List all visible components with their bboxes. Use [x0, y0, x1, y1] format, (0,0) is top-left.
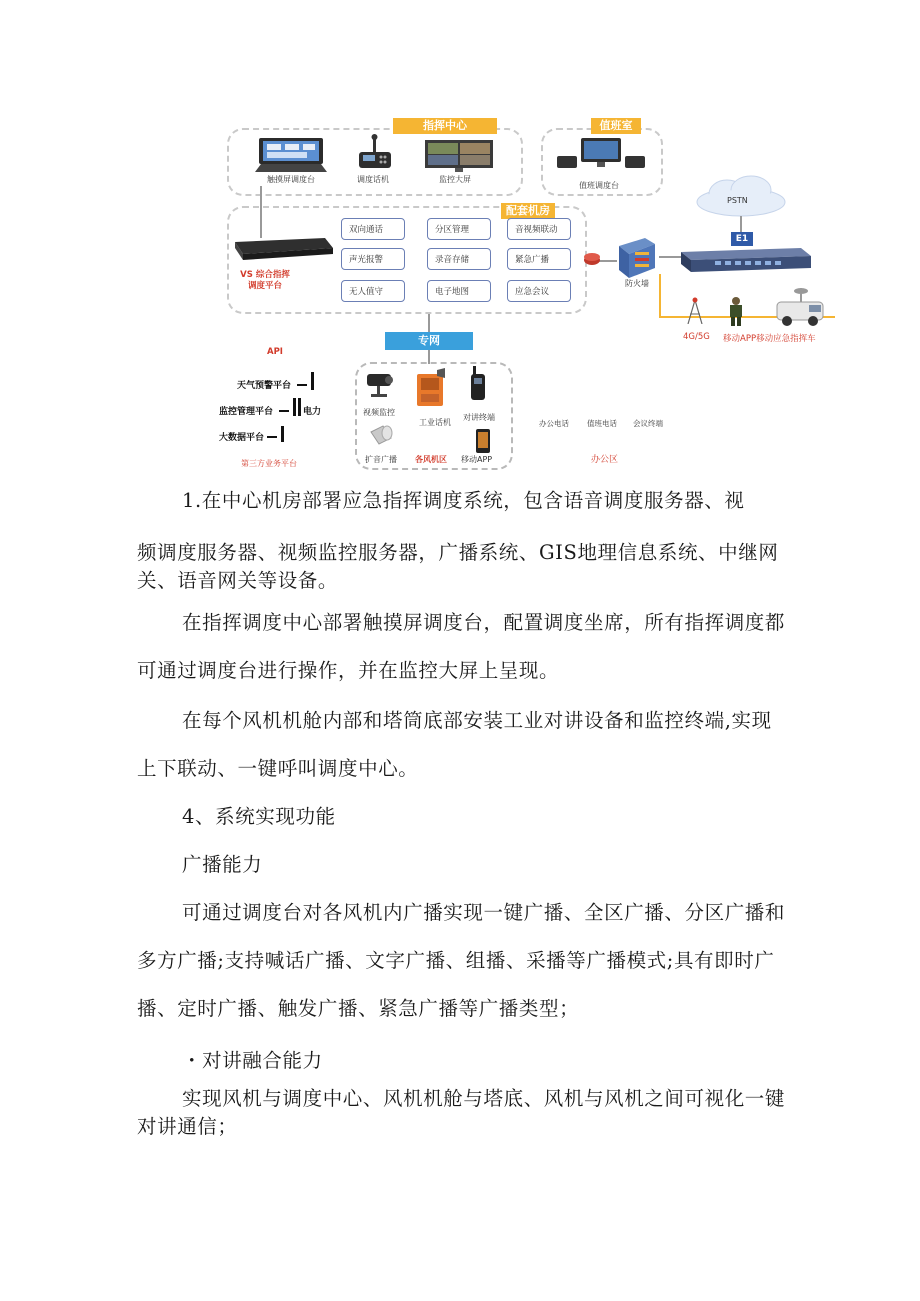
function-box: 双向通话 — [341, 218, 405, 240]
e1-badge: E1 — [731, 232, 753, 246]
camera-icon — [363, 372, 397, 398]
firewall-label: 防火墙 — [625, 279, 649, 288]
server-to-network-line — [428, 314, 430, 334]
subsection-heading: 广播能力 — [182, 853, 263, 876]
third-party-platform: 天气预警平台 — [237, 381, 292, 391]
dispatch-phone-label: 调度话机 — [357, 175, 389, 184]
office-device-label: 办公电话 — [539, 419, 569, 428]
subsection-heading: ・对讲融合能力 — [182, 1049, 323, 1072]
paragraph-line: 多方广播;支持喊话广播、文字广播、组播、采播等广播模式;具有即时广 — [137, 949, 775, 972]
platform-dash — [297, 384, 307, 386]
touchscreen-console-label: 触摸屏调度台 — [267, 175, 315, 184]
monitor-wall-label: 监控大屏 — [439, 175, 471, 184]
office-device-label: 会议终端 — [633, 419, 663, 428]
wind-zone-title: 各风机区 — [415, 455, 447, 464]
mobile-phone-icon — [475, 428, 491, 454]
platform-dash — [267, 436, 277, 438]
paragraph-line: 可通过调度台对各风机内广播实现一键广播、全区广播、分区广播和 — [182, 901, 786, 924]
command-center-tag: 指挥中心 — [393, 118, 497, 134]
function-box: 紧急广播 — [507, 248, 571, 270]
paragraph-line: 实现风机与调度中心、风机机舱与塔底、风机与风机之间可视化一键 — [182, 1087, 786, 1110]
industrial-phone-icon — [415, 368, 447, 408]
pstn-label: PSTN — [727, 196, 748, 205]
command-vehicle-icon — [771, 288, 829, 328]
field-personnel-icon — [727, 296, 745, 326]
server-room-tag: 配套机房 — [501, 203, 555, 219]
function-box: 无人值守 — [341, 280, 405, 302]
private-network-bar: 专网 — [385, 332, 473, 350]
dispatch-server-icon — [229, 234, 335, 262]
third-party-platform: 电力 — [303, 407, 322, 417]
firewall-icon — [615, 236, 659, 280]
loudspeaker-icon — [369, 424, 395, 446]
paragraph-line: 播、定时广播、触发广播、紧急广播等广播类型； — [137, 997, 580, 1020]
office-title: 办公区 — [591, 455, 619, 465]
paragraph-line: 1.在中心机房部署应急指挥调度系统，包含语音调度服务器、视 — [182, 489, 745, 512]
mobile-g45-label: 4G/5G — [683, 332, 710, 342]
api-label: API — [267, 347, 283, 357]
wind-device-label: 对讲终端 — [463, 413, 495, 422]
wind-device-label: 扩音广播 — [365, 455, 397, 464]
third-party-platform: 监控管理平台 — [219, 407, 274, 417]
third-party-platform: 大数据平台 — [219, 433, 265, 443]
function-box: 分区管理 — [427, 218, 491, 240]
wind-device-label: 移动APP — [461, 455, 493, 464]
platform-bracket — [293, 398, 296, 416]
wind-device-label: 视频监控 — [363, 408, 395, 417]
function-box: 录音存储 — [427, 248, 491, 270]
duty-console-label: 值班调度台 — [579, 181, 619, 190]
trunk-gateway-icon — [675, 246, 815, 276]
platform-bracket — [298, 398, 301, 416]
dispatch-phone-icon — [355, 134, 395, 172]
platform-bracket — [311, 372, 314, 390]
paragraph-line: 上下联动、一键呼叫调度中心。 — [137, 757, 419, 780]
paragraph-line: 在每个风机机舱内部和塔筒底部安装工业对讲设备和监控终端,实现 — [182, 709, 772, 732]
function-box: 应急会议 — [507, 280, 571, 302]
platform-dash — [279, 410, 289, 412]
duty-console-icon — [555, 136, 645, 172]
paragraph-line: 可通过调度台进行操作，并在监控大屏上呈现。 — [137, 659, 560, 682]
section-heading: 4、系统实现功能 — [182, 805, 336, 828]
third-party-caption: 第三方业务平台 — [241, 459, 297, 468]
function-box: 声光报警 — [341, 248, 405, 270]
paragraph-line: 关、语音网关等设备。 — [137, 569, 339, 592]
paragraph-line: 频调度服务器、视频监控服务器，广播系统、GIS地理信息系统、中继网 — [137, 541, 779, 564]
system-diagram — [215, 110, 835, 475]
paragraph-line: 在指挥调度中心部署触摸屏调度台，配置调度坐席，所有指挥调度都 — [182, 611, 786, 634]
mobile-app-label: 移动APP移动应急指挥车 — [723, 334, 816, 344]
function-box: 电子地图 — [427, 280, 491, 302]
monitor-wall-icon — [425, 140, 493, 172]
walkie-talkie-icon — [469, 366, 487, 402]
function-box: 音视频联动 — [507, 218, 571, 240]
wind-device-label: 工业话机 — [419, 418, 451, 427]
paragraph-line: 对讲通信； — [137, 1115, 238, 1138]
touchscreen-console-icon — [255, 138, 327, 172]
router-icon — [583, 252, 601, 266]
platform-label: VS 综合指挥调度平台 — [240, 270, 290, 291]
duty-room-tag: 值班室 — [591, 118, 641, 134]
platform-bracket — [281, 426, 284, 442]
mobile-link-v — [659, 274, 661, 317]
cell-tower-icon — [685, 296, 705, 324]
office-device-label: 值班电话 — [587, 419, 617, 428]
